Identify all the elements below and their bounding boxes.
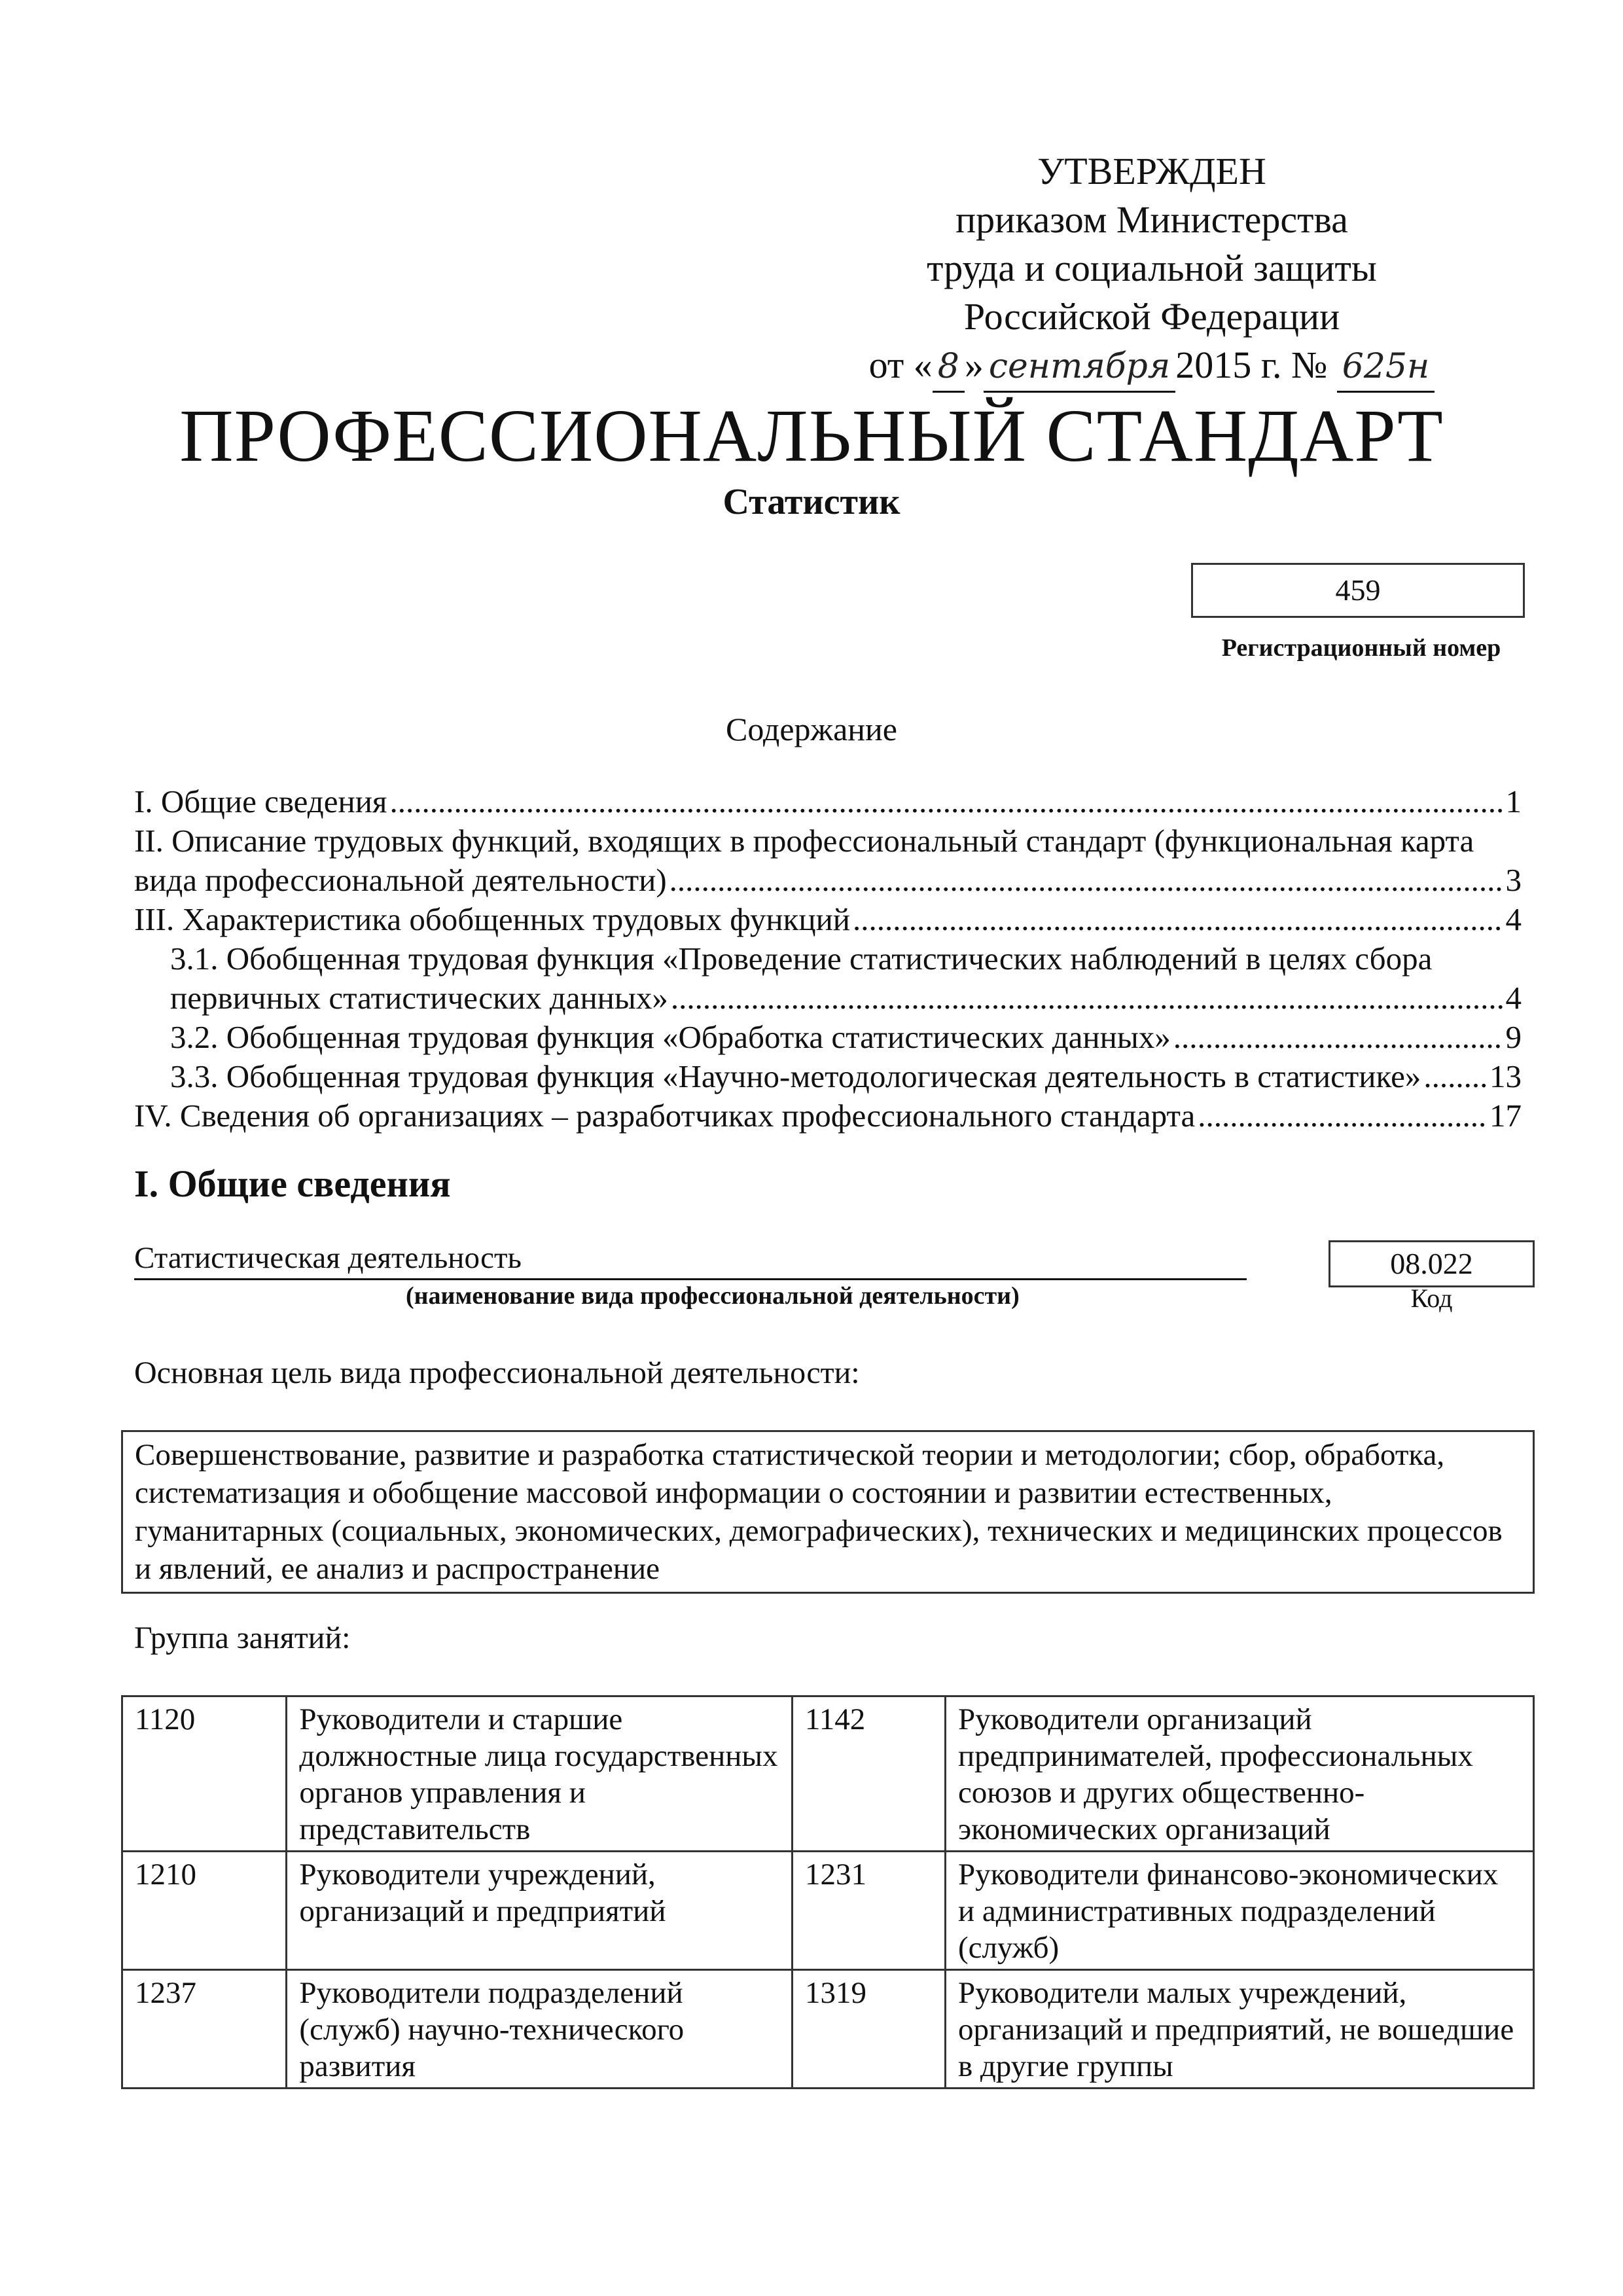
- toc-item-text-first-line: II. Описание трудовых функций, входящих в профессиональный стандарт (функциональная карта: [134, 823, 1474, 859]
- activity-name-caption: (наименование вида профессиональной деятельности): [406, 1282, 1020, 1310]
- toc-leader-dots: [671, 978, 1503, 1018]
- handwritten-day: 8: [933, 342, 965, 393]
- toc-leader-dots: [1198, 1096, 1487, 1136]
- toc-item-text: IV. Сведения об организациях – разработчиках профессионального стандарта: [134, 1098, 1196, 1134]
- toc-heading: Содержание: [726, 711, 897, 747]
- activity-code-label: Код: [1410, 1283, 1453, 1313]
- occupation-name: Руководители малых учреждений, организаций и предприятий, не вошедшие в другие группы: [945, 1970, 1533, 2089]
- table-row: [122, 1970, 1534, 2089]
- handwritten-month: сентября: [984, 342, 1175, 393]
- page-title: ПРОФЕССИОНАЛЬНЫЙ СТАНДАРТ: [179, 394, 1444, 477]
- approval-date-line: [857, 341, 1446, 393]
- activity-code-box: 08.022: [1329, 1240, 1535, 1287]
- occupation-code: 1231: [792, 1852, 945, 1970]
- date-year: 2015 г. №: [1175, 344, 1328, 386]
- date-day-close: »: [964, 344, 984, 386]
- occupation-name: Руководители учреждений, организаций и предприятий: [287, 1852, 793, 1970]
- registration-number-box: 459: [1191, 563, 1525, 618]
- table-row: [122, 1852, 1534, 1970]
- occupation-name: Руководители организаций предпринимателей, профессиональных союзов и других общественно-экономических организаций: [945, 1696, 1533, 1852]
- occupation-group-table: [121, 1695, 1535, 2089]
- toc-item-page: 4: [1505, 980, 1522, 1016]
- toc-item-text: III. Характеристика обобщенных трудовых функций: [134, 901, 851, 937]
- approval-line-2: приказом Министерства: [955, 198, 1348, 241]
- approval-block: [857, 147, 1446, 393]
- table-of-contents: [134, 782, 1522, 1136]
- toc-item-page: 9: [1505, 1019, 1522, 1055]
- toc-item-text-first-line: 3.1. Обобщенная трудовая функция «Проведение статистических наблюдений в целях сбора: [170, 941, 1433, 977]
- toc-leader-dots: [669, 861, 1503, 900]
- toc-item-page: 3: [1505, 862, 1522, 898]
- occupation-code: 1142: [792, 1696, 945, 1852]
- toc-item-text: 3.2. Обобщенная трудовая функция «Обработка статистических данных»: [170, 1019, 1171, 1055]
- occupation-code: 1210: [122, 1852, 287, 1970]
- date-prefix: от «: [868, 344, 933, 386]
- toc-leader-dots: [1173, 1018, 1503, 1057]
- toc-item-page: 13: [1489, 1058, 1522, 1094]
- section-heading: I. Общие сведения: [134, 1162, 451, 1205]
- toc-item-3[interactable]: [134, 900, 1522, 939]
- registration-number-label: Регистрационный номер: [1221, 634, 1501, 662]
- approval-line-1: УТВЕРЖДЕН: [1037, 150, 1266, 192]
- occupation-code: 1120: [122, 1696, 287, 1852]
- activity-name-field: Статистическая деятельность: [134, 1240, 1247, 1280]
- toc-leader-dots: [1423, 1057, 1487, 1096]
- occupation-name: Руководители подразделений (служб) научно-технического развития: [287, 1970, 793, 2089]
- occupation-code: 1319: [792, 1970, 945, 2089]
- table-row: [122, 1696, 1534, 1852]
- handwritten-order-number: 625н: [1337, 342, 1435, 393]
- toc-item-page: 4: [1505, 901, 1522, 937]
- toc-item-page: 17: [1489, 1098, 1522, 1134]
- toc-item-3-2[interactable]: [134, 1018, 1522, 1057]
- toc-item-text: I. Общие сведения: [134, 783, 387, 819]
- toc-item-4[interactable]: [134, 1096, 1522, 1136]
- toc-item-2[interactable]: [134, 821, 1522, 900]
- goal-text-box: Совершенствование, развитие и разработка статистической теории и методологии; сбор, обработка, систематизация и обобщение массовой информации о состоянии и развитии естественных, гуманитарных (социальных, экономических, демографических), технических и медицинских процессов и явлений, ее анализ и распространение: [121, 1430, 1535, 1594]
- toc-item-3-3[interactable]: [134, 1057, 1522, 1096]
- occupation-group-label: Группа занятий:: [134, 1621, 351, 1655]
- toc-leader-dots: [853, 900, 1503, 939]
- toc-item-text: 3.3. Обобщенная трудовая функция «Научно-методологическая деятельность в статистике»: [170, 1058, 1421, 1094]
- toc-item-1[interactable]: [134, 782, 1522, 821]
- toc-leader-dots: [389, 782, 1503, 821]
- occupation-code: 1237: [122, 1970, 287, 2089]
- goal-label: Основная цель вида профессиональной деятельности:: [134, 1355, 860, 1390]
- approval-line-4: Российской Федерации: [963, 295, 1340, 338]
- toc-item-page: 1: [1505, 783, 1522, 819]
- toc-item-text: первичных статистических данных»: [170, 980, 668, 1016]
- page-subtitle: Статистик: [722, 482, 901, 522]
- approval-line-3: труда и социальной защиты: [927, 247, 1377, 289]
- occupation-name: Руководители финансово-экономических и административных подразделений (служб): [945, 1852, 1533, 1970]
- toc-item-3-1[interactable]: [134, 939, 1522, 1018]
- toc-item-text: вида профессиональной деятельности): [134, 862, 667, 898]
- occupation-name: Руководители и старшие должностные лица государственных органов управления и представительств: [287, 1696, 793, 1852]
